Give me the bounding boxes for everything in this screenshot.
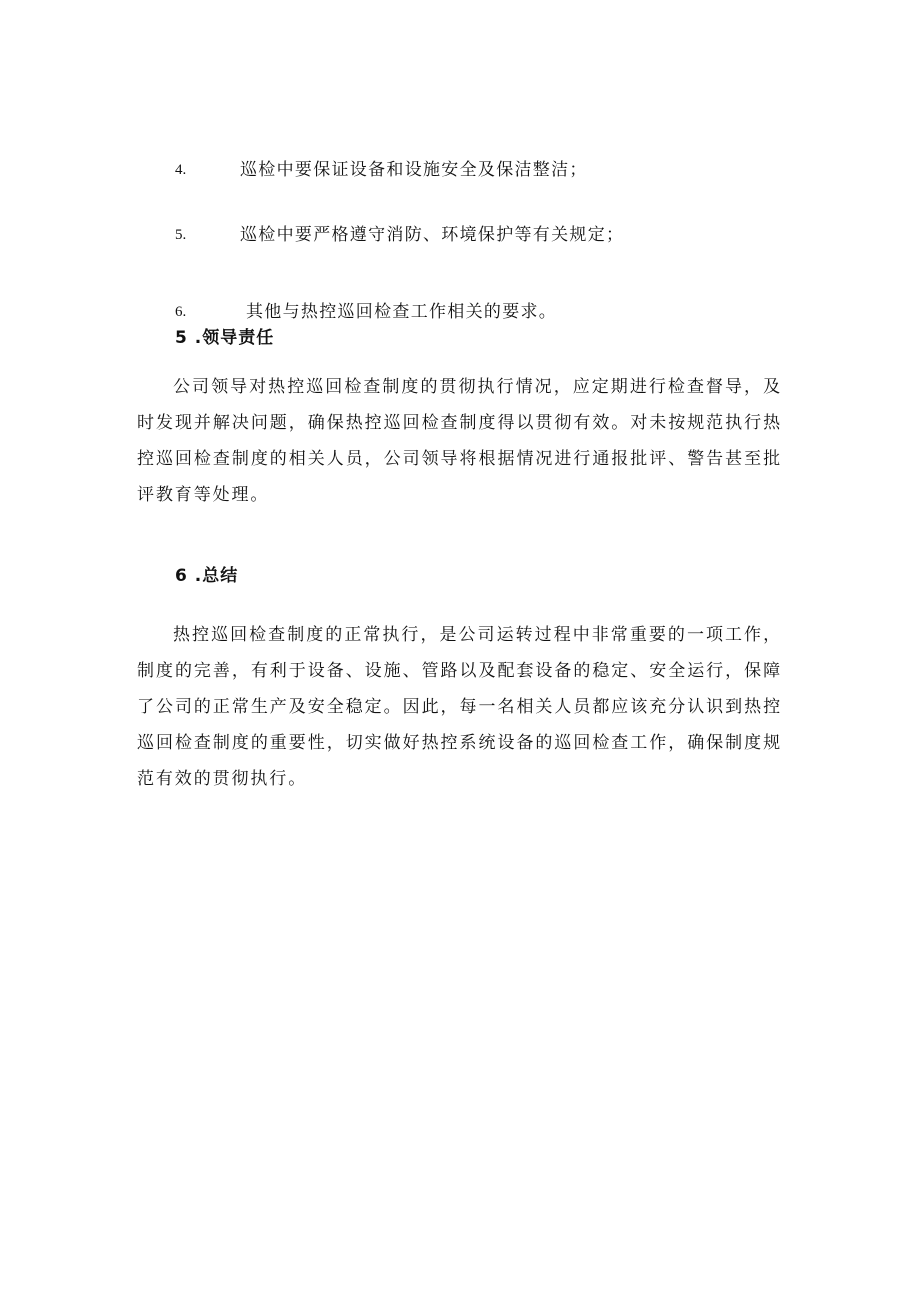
list-text: 巡检中要保证设备和设施安全及保洁整洁；	[240, 160, 588, 180]
paragraph-summary: 热控巡回检查制度的正常执行，是公司运转过程中非常重要的一项工作，制度的完善，有利于设备、设施、管路以及配套设备的稳定、安全运行，保障了公司的正常生产及安全稳定。因此，每一名相关人员都应该充分认识到热控巡回检查制度的重要性，切实做好热控系统设备的巡回检查工作，确保制度规范有效的贯彻执行。	[137, 625, 782, 789]
list-text: 其他与热控巡回检查工作相关的要求。	[246, 302, 558, 322]
list-item-6	[0, 297, 920, 327]
list-item-5	[0, 220, 920, 250]
list-item-4	[0, 155, 920, 185]
list-text: 巡检中要严格遵守消防、环境保护等有关规定；	[240, 225, 625, 245]
list-number: 4.	[175, 162, 187, 178]
paragraph-leadership: 公司领导对热控巡回检查制度的贯彻执行情况，应定期进行检查督导，及时发现并解决问题，确保热控巡回检查制度得以贯彻有效。对未按规范执行热控巡回检查制度的相关人员，公司领导将根据情况进行通报批评、警告甚至批评教育等处理。	[137, 377, 782, 505]
section-heading-leadership: 5 .领导责任	[175, 328, 275, 348]
list-number: 5.	[175, 227, 187, 243]
section-heading-summary: 6 .总结	[175, 566, 239, 586]
list-number: 6.	[175, 304, 187, 320]
